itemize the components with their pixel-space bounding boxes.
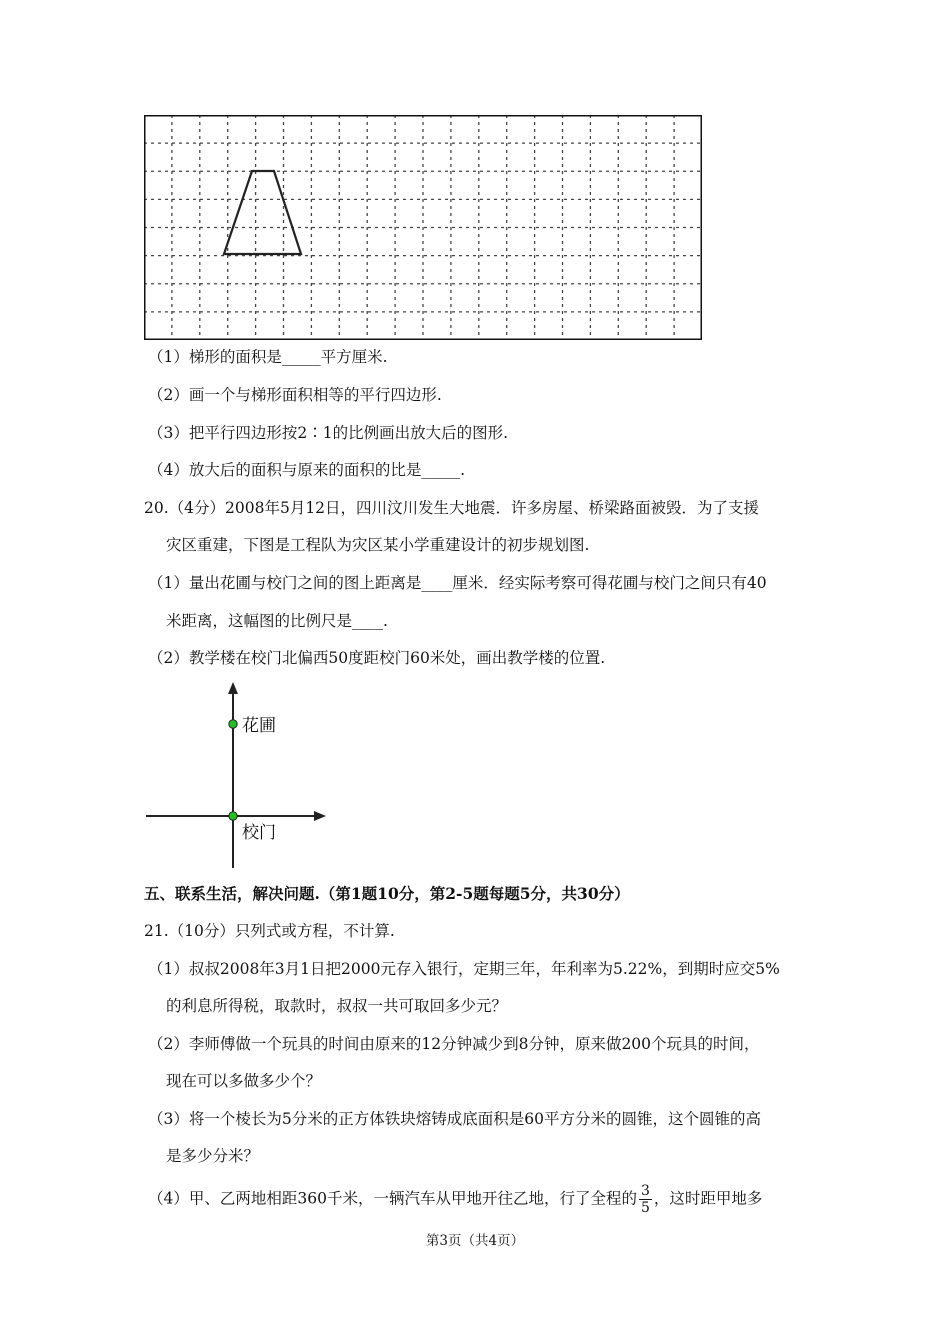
q21-item2-line2: 现在可以多做多少个？: [166, 1072, 322, 1090]
section-5-title: 五、联系生活，解决问题.（第1题10分，第2-5题每题5分，共30分）: [144, 884, 630, 903]
fraction-denominator: 5: [640, 1200, 650, 1216]
q19-item-2: （2）画一个与梯形面积相等的平行四边形.: [148, 386, 442, 404]
q21-item1-line2: 的利息所得税，取款时，叔叔一共可取回多少元？: [166, 997, 508, 1015]
north-arrow-icon: [228, 682, 238, 694]
q20-item1-line2: 米距离，这幅图的比例尺是____.: [166, 612, 388, 630]
gate-label: 校门: [242, 823, 276, 843]
page-footer: 第3页（共4页）: [425, 1233, 525, 1249]
q21-item4-part1: （4）甲、乙两地相距360千米，一辆汽车从甲地开往乙地，行了全程的: [148, 1189, 637, 1208]
q20-item1-line1: （1）量出花圃与校门之间的图上距离是____厘米．经实际考察可得花圃与校门之间只有40: [148, 574, 767, 592]
q19-item-4: （4）放大后的面积与原来的面积的比是_____.: [148, 461, 466, 479]
trapezoid-shape: [224, 171, 301, 254]
grid-lines: [144, 115, 702, 340]
q21-item1-line1: （1）叔叔2008年3月1日把2000元存入银行，定期三年，年利率为5.22%，到期时应交5%: [148, 960, 780, 978]
q19-item-3: （3）把平行四边形按2∶1的比例画出放大后的图形.: [148, 424, 509, 442]
q21-item4-line1: [148, 1183, 762, 1216]
q21-item2-line1: （2）李师傅做一个玩具的时间由原来的12分钟减少到8分钟，原来做200个玩具的时间，: [148, 1035, 760, 1053]
q20-stem-line2: 灾区重建，下图是工程队为灾区某小学重建设计的初步规划图.: [166, 536, 590, 554]
q21-item3-line2: 是多少分米？: [166, 1147, 260, 1165]
gate-point: [229, 812, 237, 820]
east-arrow-icon: [314, 811, 326, 821]
grid-figure: [144, 115, 702, 340]
q20-item2: （2）教学楼在校门北偏西50度距校门60米处，画出教学楼的位置.: [148, 649, 606, 667]
q21-stem: 21.（10分）只列式或方程，不计算.: [144, 922, 395, 940]
q19-item-1: （1）梯形的面积是_____平方厘米.: [148, 348, 388, 366]
q21-item3-line1: （3）将一个棱长为5分米的正方体铁块熔铸成底面积是60平方分米的圆锥，这个圆锥的高: [148, 1110, 761, 1128]
garden-point: [229, 720, 237, 728]
q21-item4-part2: ，这时距甲地多: [653, 1189, 763, 1208]
fraction-numerator: 3: [640, 1183, 650, 1199]
site-plan-diagram: [140, 678, 340, 873]
fraction-three-fifths: [639, 1183, 652, 1216]
q20-stem-line1: 20.（4分）2008年5月12日，四川汶川发生大地震．许多房屋、桥梁路面被毁．为了支援: [144, 499, 760, 517]
garden-label: 花圃: [242, 716, 276, 736]
